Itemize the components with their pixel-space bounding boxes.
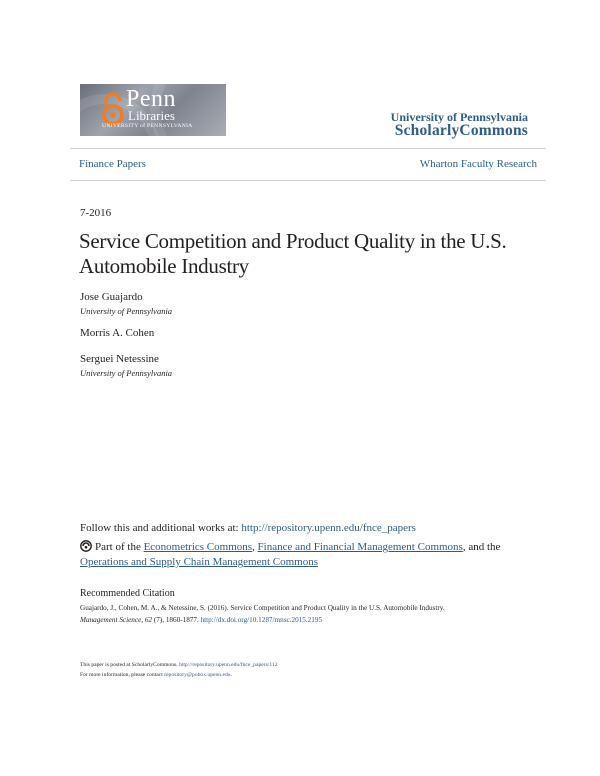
- econometrics-commons-link[interactable]: Econometrics Commons: [143, 541, 253, 553]
- follow-text: Follow this and additional works at:: [80, 522, 239, 534]
- penn-libraries-logo[interactable]: [80, 84, 226, 136]
- part-of-prefix: Part of the: [95, 541, 141, 553]
- finance-papers-link[interactable]: Finance Papers: [79, 158, 146, 170]
- citation-text: [80, 602, 550, 626]
- part-of-line: [80, 540, 540, 570]
- author-affiliation: University of Pennsylvania: [80, 368, 173, 378]
- publication-date: 7-2016: [80, 207, 112, 219]
- logo-penn-text: Penn: [126, 86, 176, 112]
- repository-email-link[interactable]: repository@pobox.upenn.edu: [164, 672, 231, 678]
- collection-nav-bar: [70, 148, 546, 181]
- citation-volume: 62: [144, 616, 153, 624]
- author-name: Jose Guajardo: [80, 291, 143, 303]
- finance-commons-link[interactable]: Finance and Financial Management Commons: [257, 541, 463, 553]
- period: .: [230, 672, 232, 678]
- citation-body: Guajardo, J., Cohen, M. A., & Netessine, S. (2016). Service Competition and Product Quality in the U.S. Automobile Industry.: [80, 604, 445, 612]
- operations-commons-link[interactable]: Operations and Supply Chain Management Commons: [80, 556, 318, 568]
- logo-libraries-text: Libraries: [128, 108, 175, 123]
- repository-name[interactable]: ScholarlyCommons: [394, 122, 528, 139]
- author-entry: [80, 291, 172, 318]
- citation-journal: Management Science,: [80, 616, 144, 624]
- separator: , and the: [462, 541, 501, 553]
- open-access-icon: [80, 540, 92, 552]
- wharton-faculty-research-link[interactable]: Wharton Faculty Research: [419, 158, 537, 170]
- paper-url-link[interactable]: http://repository.upenn.edu/fnce_papers/112: [178, 662, 278, 668]
- paper-title: Service Competition and Product Quality in the U.S. Automobile Industry: [79, 229, 507, 278]
- contact-text: For more information, please contact: [80, 672, 163, 678]
- author-name: Morris A. Cohen: [80, 327, 155, 339]
- fnce-papers-url-link[interactable]: http://repository.upenn.edu/fnce_papers: [241, 522, 416, 534]
- repository-university[interactable]: University of Pennsylvania: [390, 110, 528, 124]
- separator: ,: [252, 541, 255, 553]
- doi-link[interactable]: http://dx.doi.org/10.1287/mnsc.2015.2195: [200, 616, 323, 624]
- posted-text: This paper is posted at ScholarlyCommons.: [80, 662, 178, 668]
- logo-university-text: UNIVERSITY of PENNSYLVANIA: [102, 123, 193, 129]
- author-entry: [80, 327, 154, 340]
- recommended-citation-heading: Recommended Citation: [80, 588, 175, 599]
- author-entry: [80, 353, 172, 380]
- author-name: Serguei Netessine: [80, 353, 159, 365]
- posted-notice: [80, 660, 540, 680]
- open-access-lock-icon: [100, 92, 126, 126]
- author-affiliation: University of Pennsylvania: [80, 306, 173, 316]
- citation-issue-pages: (7), 1860-1877.: [153, 616, 199, 624]
- follow-line: [80, 522, 416, 534]
